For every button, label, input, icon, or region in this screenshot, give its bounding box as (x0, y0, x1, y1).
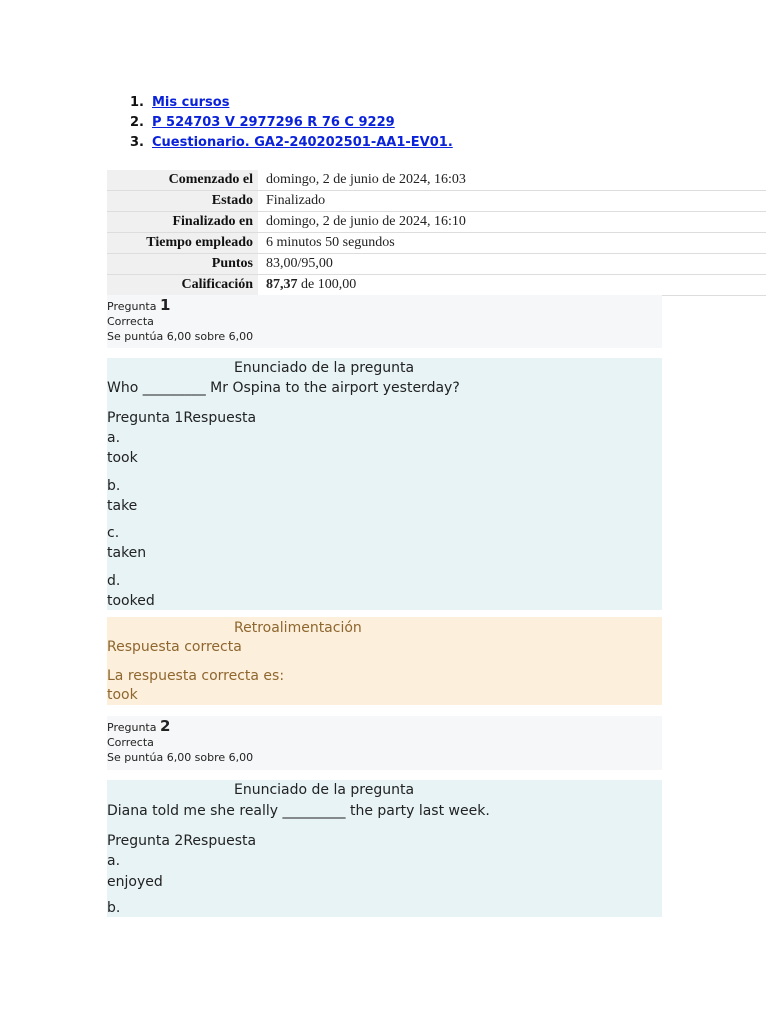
feedback-block-1 (107, 617, 662, 705)
option-a[interactable]: enjoyed (107, 874, 163, 890)
breadcrumb-number: 2. (130, 115, 144, 130)
summary-label: Puntos (107, 254, 258, 275)
option-c[interactable]: taken (107, 545, 147, 561)
breadcrumb-link-course[interactable]: P 524703 V 2977296 R 76 C 9229 (152, 115, 395, 130)
summary-grade-value (258, 275, 766, 296)
summary-value: 6 minutos 50 segundos (258, 233, 766, 254)
option-letter-c: c. (107, 525, 120, 541)
summary-row (107, 212, 766, 233)
question-text: Who _________ Mr Ospina to the airport yesterday? (107, 380, 460, 396)
summary-label: Calificación (107, 275, 258, 296)
summary-label: Finalizado en (107, 212, 258, 233)
question-word: Pregunta (107, 721, 157, 734)
answer-label: Pregunta 1Respuesta (107, 410, 257, 426)
breadcrumb-item (130, 133, 453, 153)
question-info-1 (107, 295, 662, 348)
summary-label: Comenzado el (107, 170, 258, 191)
option-d[interactable]: tooked (107, 593, 155, 609)
breadcrumb-link-mis-cursos[interactable]: Mis cursos (152, 95, 230, 110)
option-letter-d: d. (107, 573, 121, 589)
summary-value: Finalizado (258, 191, 766, 212)
option-letter-a: a. (107, 430, 121, 446)
summary-label: Tiempo empleado (107, 233, 258, 254)
question-number: 2 (159, 717, 171, 735)
question-content-1 (107, 358, 662, 610)
question-marks: Se puntúa 6,00 sobre 6,00 (107, 751, 254, 764)
answer-label: Pregunta 2Respuesta (107, 833, 257, 849)
breadcrumb-number: 3. (130, 135, 144, 150)
summary-row (107, 233, 766, 254)
summary-row (107, 191, 766, 212)
summary-row (107, 170, 766, 191)
question-text: Diana told me she really _________ the party last week. (107, 803, 490, 819)
option-letter-b: b. (107, 900, 121, 916)
question-info-2 (107, 716, 662, 770)
summary-value: domingo, 2 de junio de 2024, 16:03 (258, 170, 766, 191)
breadcrumb-item (130, 113, 453, 133)
question-marks: Se puntúa 6,00 sobre 6,00 (107, 330, 254, 343)
grade-score: 87,37 (266, 277, 298, 292)
question-heading: Enunciado de la pregunta (234, 360, 415, 376)
question-state: Correcta (107, 736, 154, 749)
question-state: Correcta (107, 315, 154, 328)
summary-label: Estado (107, 191, 258, 212)
summary-row-grade (107, 275, 766, 296)
correct-answer-label: La respuesta correcta es: (107, 668, 285, 684)
grade-scale: de 100,00 (297, 277, 357, 292)
summary-value: 83,00/95,00 (258, 254, 766, 275)
feedback-status: Respuesta correcta (107, 639, 242, 655)
question-heading: Enunciado de la pregunta (234, 782, 415, 798)
option-letter-a: a. (107, 853, 121, 869)
breadcrumb-link-quiz[interactable]: Cuestionario. GA2-240202501-AA1-EV01. (152, 135, 453, 150)
breadcrumb (130, 93, 453, 153)
attempt-summary-table (107, 170, 766, 296)
breadcrumb-item (130, 93, 453, 113)
option-letter-b: b. (107, 478, 121, 494)
option-b[interactable]: take (107, 498, 138, 514)
option-a[interactable]: took (107, 450, 138, 466)
correct-answer-value: took (107, 687, 138, 703)
question-content-2 (107, 780, 662, 917)
summary-value: domingo, 2 de junio de 2024, 16:10 (258, 212, 766, 233)
summary-row (107, 254, 766, 275)
question-word: Pregunta (107, 300, 157, 313)
breadcrumb-number: 1. (130, 95, 144, 110)
feedback-heading: Retroalimentación (234, 620, 362, 636)
question-number: 1 (159, 296, 171, 314)
